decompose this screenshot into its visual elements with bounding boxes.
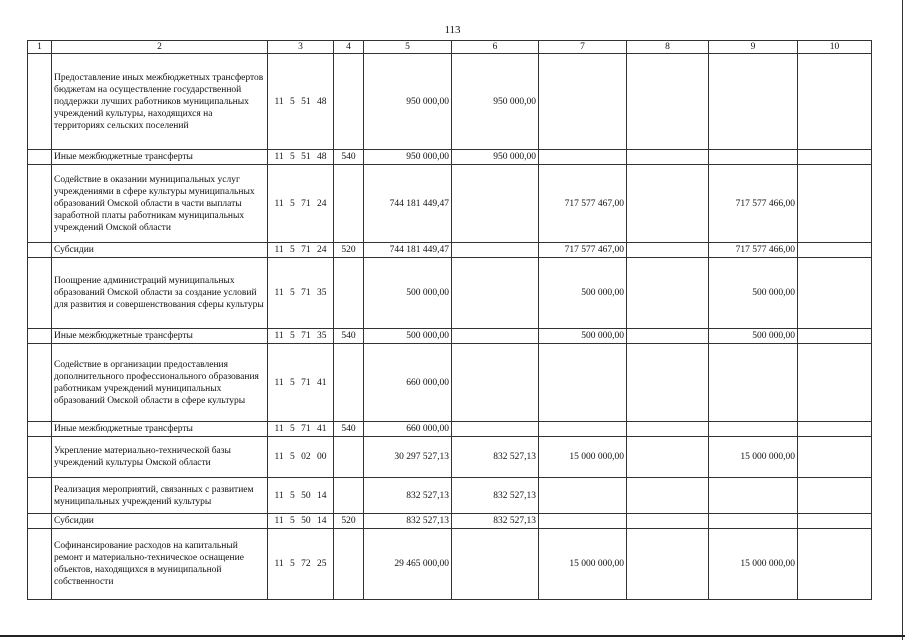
row-index-cell [28,150,52,165]
expense-name-cell: Софинансирование расходов на капитальный ремонт и материально-техническое оснащение объектов, находящихся в муниципальной собственности [52,529,268,600]
column-number: 7 [539,41,627,54]
amount-col6-cell: 950 000,00 [452,150,539,165]
table-row [28,422,872,437]
expense-name-cell: Субсидии [52,243,268,258]
amount-col6-cell: 832 527,13 [452,437,539,478]
amount-col10-cell [798,258,872,329]
expense-type-code-cell [334,478,364,514]
column-number: 4 [334,41,364,54]
amount-col7-cell: 717 577 467,00 [539,243,627,258]
amount-col9-cell: 15 000 000,00 [709,529,798,600]
amount-col10-cell [798,478,872,514]
amount-col8-cell [627,165,709,243]
row-index-cell [28,478,52,514]
expense-type-code-cell [334,529,364,600]
amount-col10-cell [798,165,872,243]
classification-code-cell: 11 5 02 00 [268,437,334,478]
table-row [28,165,872,243]
expense-type-code-cell: 540 [334,329,364,344]
amount-col9-cell: 717 577 466,00 [709,243,798,258]
amount-col10-cell [798,514,872,529]
expense-name-cell: Предоставление иных межбюджетных трансфертов бюджетам на осуществление государственной поддержки лучших работников муниципальных учреждений культуры, находящихся на территориях сельских поселений [52,54,268,150]
table-row [28,529,872,600]
amount-col5-cell: 660 000,00 [364,422,452,437]
table-body [28,41,872,600]
amount-col10-cell [798,529,872,600]
amount-col9-cell: 717 577 466,00 [709,165,798,243]
amount-col5-cell: 500 000,00 [364,258,452,329]
amount-col10-cell [798,243,872,258]
amount-col10-cell [798,150,872,165]
amount-col7-cell [539,478,627,514]
amount-col7-cell: 15 000 000,00 [539,437,627,478]
amount-col10-cell [798,329,872,344]
amount-col10-cell [798,437,872,478]
amount-col9-cell [709,422,798,437]
expense-type-code-cell: 520 [334,243,364,258]
budget-table [27,40,872,600]
expense-name-cell: Иные межбюджетные трансферты [52,329,268,344]
table-row [28,150,872,165]
table-row [28,437,872,478]
classification-code-cell: 11 5 71 24 [268,165,334,243]
amount-col5-cell: 744 181 449,47 [364,243,452,258]
amount-col9-cell: 500 000,00 [709,329,798,344]
table-row [28,514,872,529]
row-index-cell [28,422,52,437]
expense-type-code-cell: 540 [334,150,364,165]
row-index-cell [28,165,52,243]
amount-col5-cell: 744 181 449,47 [364,165,452,243]
expense-type-code-cell: 540 [334,422,364,437]
amount-col9-cell [709,514,798,529]
amount-col6-cell: 832 527,13 [452,514,539,529]
column-number: 5 [364,41,452,54]
classification-code-cell: 11 5 71 41 [268,422,334,437]
amount-col7-cell [539,514,627,529]
expense-name-cell: Содействие в организации предоставления дополнительного профессионального образования работникам учреждений муниципальных образований Омской области в сфере культуры [52,344,268,422]
classification-code-cell: 11 5 71 24 [268,243,334,258]
amount-col8-cell [627,150,709,165]
classification-code-cell: 11 5 50 14 [268,514,334,529]
amount-col7-cell [539,344,627,422]
expense-type-code-cell [334,437,364,478]
amount-col7-cell: 500 000,00 [539,258,627,329]
row-index-cell [28,258,52,329]
amount-col5-cell: 30 297 527,13 [364,437,452,478]
table-row [28,478,872,514]
amount-col8-cell [627,344,709,422]
amount-col5-cell: 500 000,00 [364,329,452,344]
amount-col6-cell [452,344,539,422]
table-row [28,54,872,150]
column-number: 6 [452,41,539,54]
amount-col7-cell [539,422,627,437]
amount-col9-cell: 15 000 000,00 [709,437,798,478]
expense-name-cell: Иные межбюджетные трансферты [52,150,268,165]
expense-type-code-cell [334,258,364,329]
page-number: 113 [444,24,461,36]
row-index-cell [28,54,52,150]
classification-code-cell: 11 5 71 35 [268,258,334,329]
amount-col6-cell [452,258,539,329]
amount-col8-cell [627,243,709,258]
amount-col5-cell: 950 000,00 [364,54,452,150]
amount-col7-cell: 717 577 467,00 [539,165,627,243]
amount-col10-cell [798,422,872,437]
row-index-cell [28,243,52,258]
amount-col6-cell [452,422,539,437]
amount-col6-cell: 832 527,13 [452,478,539,514]
amount-col9-cell [709,54,798,150]
amount-col9-cell: 500 000,00 [709,258,798,329]
amount-col10-cell [798,54,872,150]
table-row [28,344,872,422]
amount-col7-cell [539,54,627,150]
table-row [28,243,872,258]
row-index-cell [28,344,52,422]
row-index-cell [28,514,52,529]
column-number: 8 [627,41,709,54]
amount-col9-cell [709,478,798,514]
amount-col8-cell [627,54,709,150]
amount-col7-cell [539,150,627,165]
column-number: 9 [709,41,798,54]
amount-col5-cell: 950 000,00 [364,150,452,165]
expense-name-cell: Реализация мероприятий, связанных с развитием муниципальных учреждений культуры [52,478,268,514]
amount-col6-cell: 950 000,00 [452,54,539,150]
amount-col7-cell: 500 000,00 [539,329,627,344]
row-index-cell [28,329,52,344]
amount-col5-cell: 29 465 000,00 [364,529,452,600]
classification-code-cell: 11 5 71 35 [268,329,334,344]
expense-type-code-cell: 520 [334,514,364,529]
column-number: 3 [268,41,334,54]
amount-col8-cell [627,422,709,437]
amount-col6-cell [452,165,539,243]
amount-col8-cell [627,478,709,514]
column-number: 1 [28,41,52,54]
amount-col9-cell [709,344,798,422]
expense-name-cell: Иные межбюджетные трансферты [52,422,268,437]
column-number: 10 [798,41,872,54]
amount-col8-cell [627,258,709,329]
row-index-cell [28,529,52,600]
column-number-row [28,41,872,54]
amount-col8-cell [627,529,709,600]
classification-code-cell: 11 5 71 41 [268,344,334,422]
expense-name-cell: Поощрение администраций муниципальных образований Омской области за создание условий для развития и совершенствования сферы культуры [52,258,268,329]
amount-col9-cell [709,150,798,165]
classification-code-cell: 11 5 72 25 [268,529,334,600]
page-edge-bottom [0,635,905,637]
amount-col8-cell [627,329,709,344]
table-row [28,258,872,329]
column-number: 2 [52,41,268,54]
amount-col5-cell: 832 527,13 [364,478,452,514]
amount-col10-cell [798,344,872,422]
expense-type-code-cell [334,54,364,150]
expense-type-code-cell [334,344,364,422]
row-index-cell [28,437,52,478]
expense-type-code-cell [334,165,364,243]
amount-col5-cell: 832 527,13 [364,514,452,529]
amount-col5-cell: 660 000,00 [364,344,452,422]
page-edge-right [902,0,903,640]
classification-code-cell: 11 5 50 14 [268,478,334,514]
expense-name-cell: Содействие в оказании муниципальных услуг учреждениями в сфере культуры муниципальных образований Омской области в части выплаты заработной платы работникам муниципальных учреждений Омской области [52,165,268,243]
amount-col8-cell [627,437,709,478]
expense-name-cell: Укрепление материально-технической базы учреждений культуры Омской области [52,437,268,478]
expense-name-cell: Субсидии [52,514,268,529]
amount-col6-cell [452,329,539,344]
classification-code-cell: 11 5 51 48 [268,54,334,150]
classification-code-cell: 11 5 51 48 [268,150,334,165]
amount-col8-cell [627,514,709,529]
amount-col6-cell [452,529,539,600]
amount-col6-cell [452,243,539,258]
table-row [28,329,872,344]
amount-col7-cell: 15 000 000,00 [539,529,627,600]
